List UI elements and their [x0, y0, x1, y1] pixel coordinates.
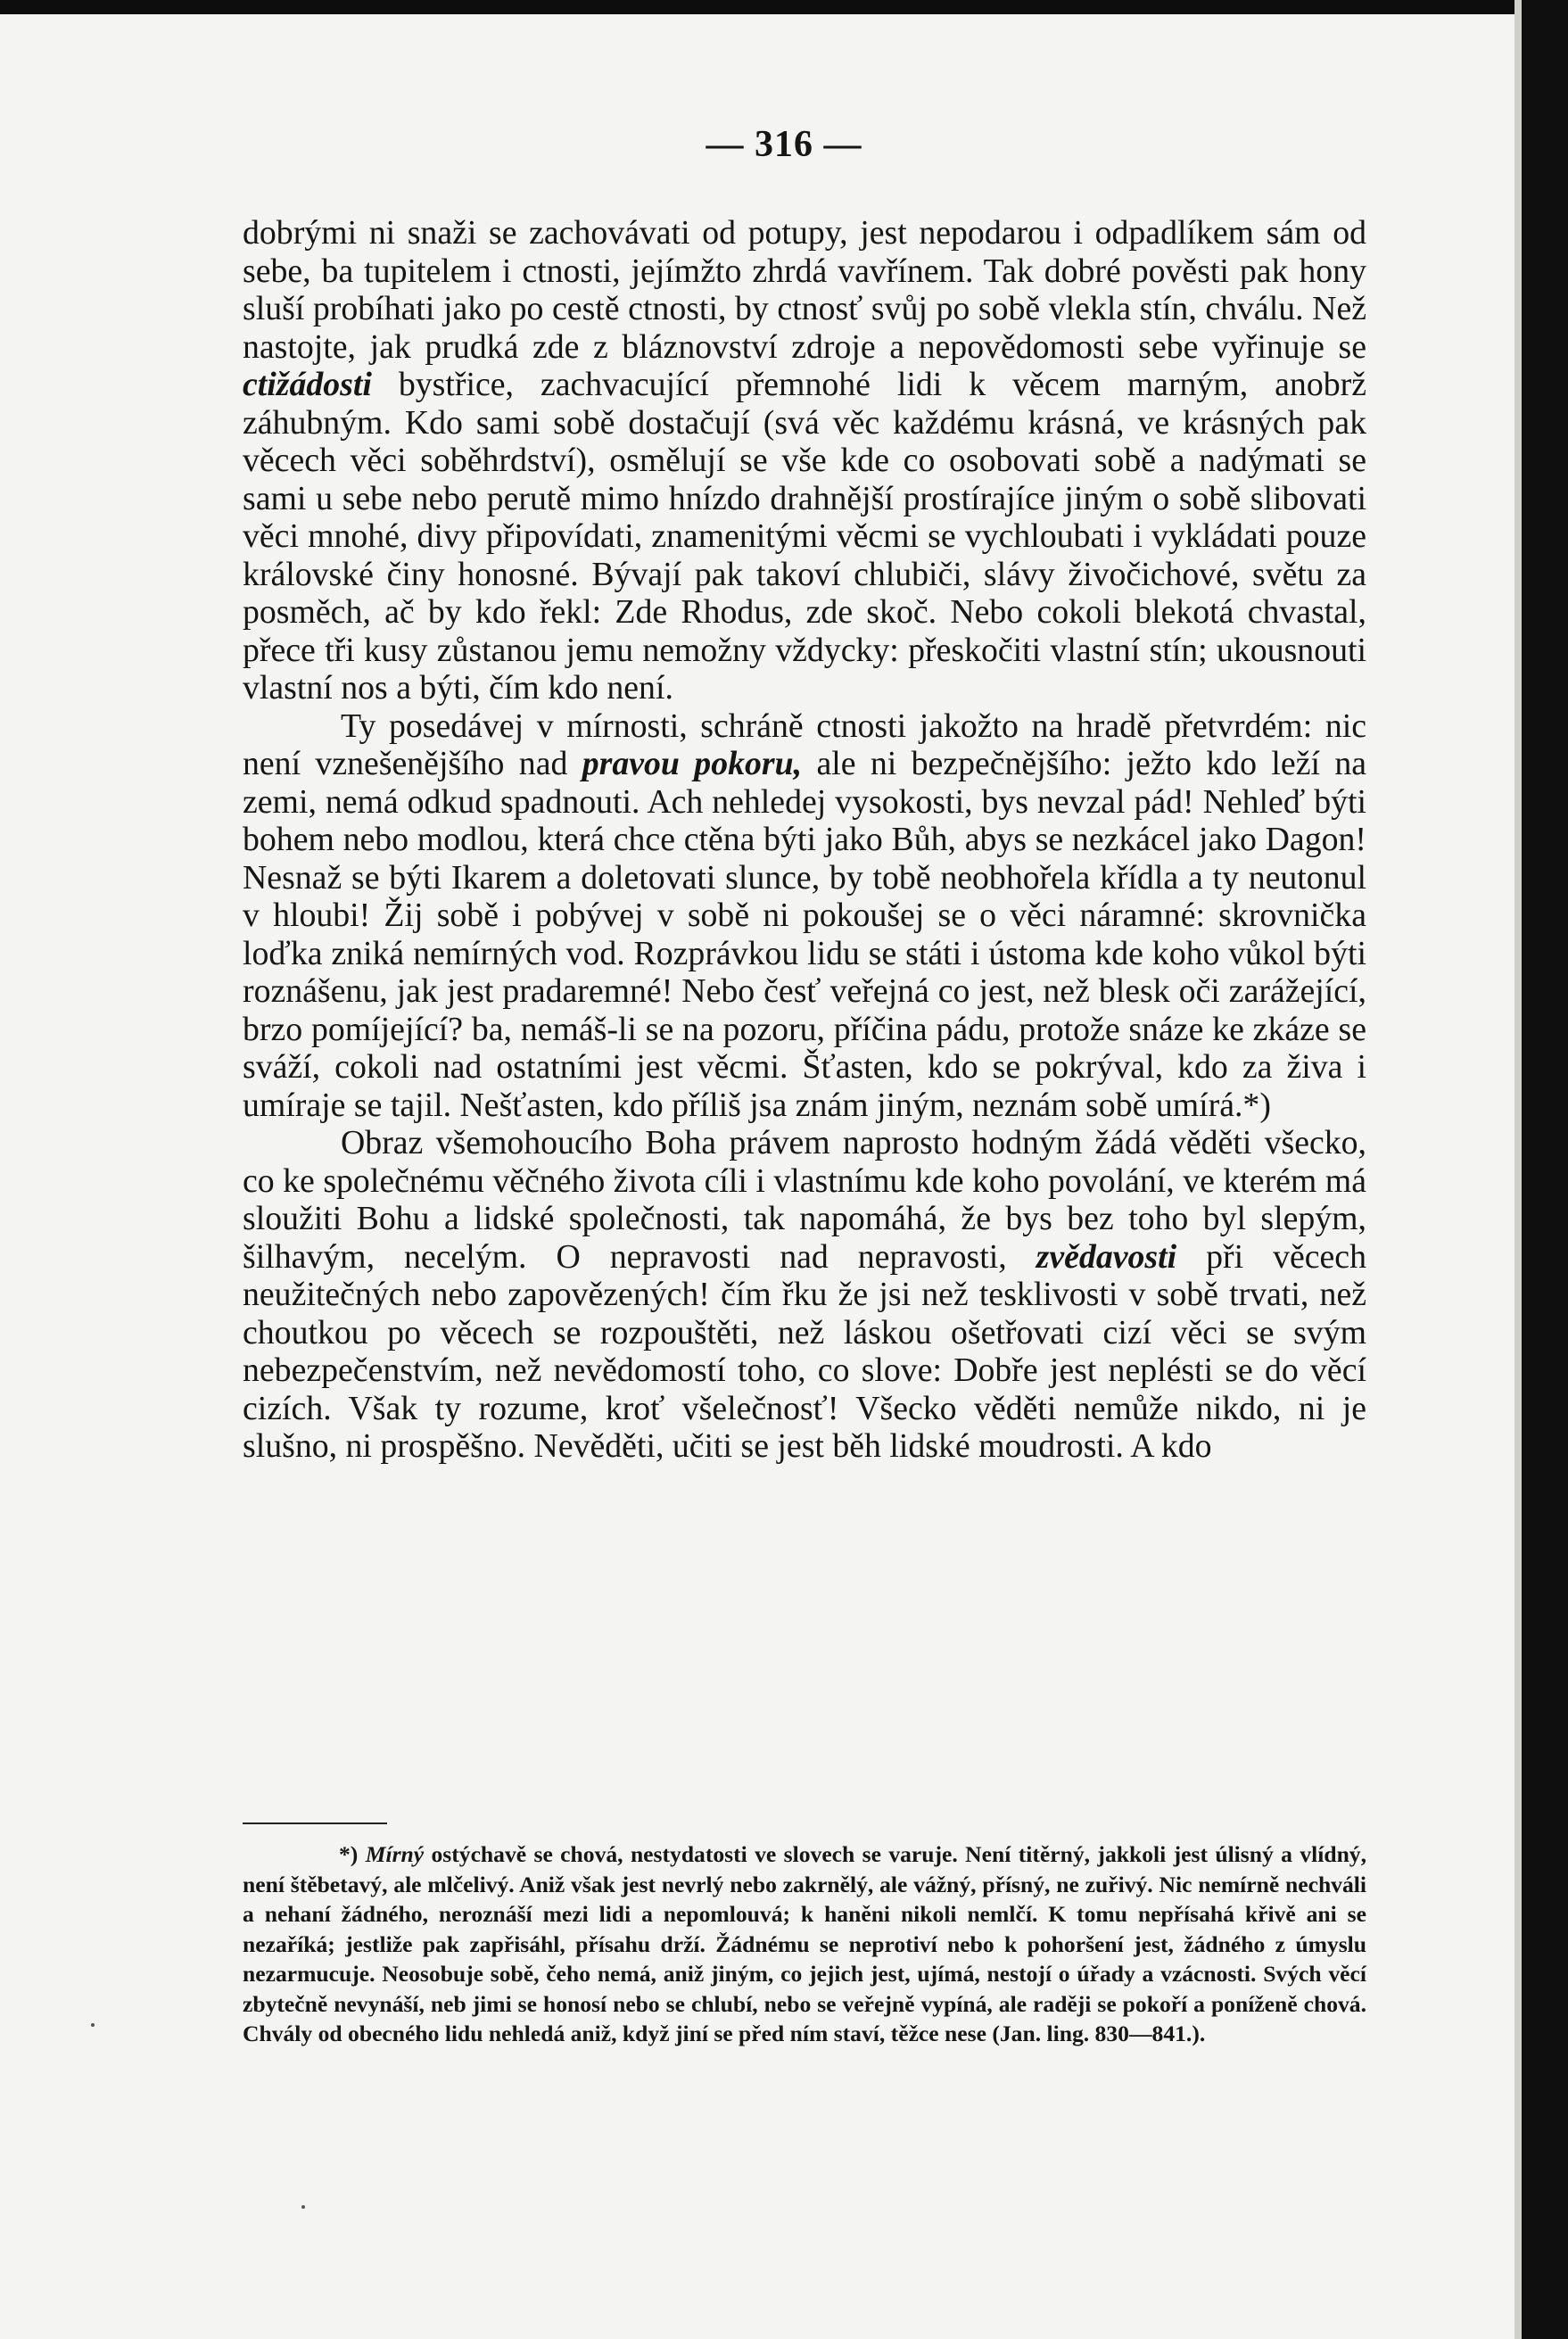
footnote-emphasis: Mírný: [365, 1841, 425, 1867]
paragraph-3-text-b: při věcech neužitečných nebo zapovězených! čím řku že jsi než tesklivosti v sobě trvati, než choutkou po věcech se rozpouštěti, než láskou ošetřovati cizí věci se svým nebezpečenstvím, než nevědomostí toho, co slove: Dobře jest neplésti se do věcí cizích. Však ty rozume, kroť všelečnosť! Všecko věděti nemůže nikdo, ni je slušno, ni prospěšno. Nevěděti, učiti se jest běh lidské moudrosti. A kdo: [243, 1237, 1366, 1465]
paragraph-2: [243, 707, 1366, 1125]
paragraph-1-emphasis: ctižádosti: [243, 366, 372, 403]
paragraph-3-text-a: Obraz všemohoucího Boha právem naprosto hodným žádá věděti všecko, co ke společnému věčného života cíli i vlastnímu kde koho povolání, ve kterém má sloužiti Bohu a lidské společnosti, tak napomáhá, že bys bez toho byl slepým, šilhavým, necelým. O nepravosti nad nepravosti,: [243, 1124, 1366, 1276]
paragraph-2-text-b: ale ni bezpečnějšího: ježto kdo leží na zemi, nemá odkud spadnouti. Ach nehledej vysokosti, bys nevzal pád! Nehleď býti bohem nebo modlou, která chce ctěna býti jako Bůh, abys se nezkácel jako Dagon! Nesnaž se býti Ikarem a doletovati slunce, by tobě neobhořela křídla a ty neutonul v hloubi! Žij sobě i pobývej v sobě ni pokoušej se o věci náramné: skrovnička loďka zniká nemírných vod. Rozprávkou lidu se státi i ústoma kde koho vůkol býti roznášenu, jak jest pradaremné! Nebo česť veřejná co jest, než blesk oči zarážející, brzo pomíjející? ba, nemáš-li se na pozoru, příčina pádu, protože snáze ke zkáze se sváží, cokoli nad ostatními jest věcmi. Šťasten, kdo se pokrýval, kdo za živa i umíraje se tajil. Nešťasten, kdo příliš jsa znám jiným, neznám sobě umírá.*): [243, 745, 1367, 1124]
scan-speck: [91, 2023, 95, 2027]
footnote-marker: *): [339, 1841, 366, 1867]
footnote-rule: [243, 1822, 387, 1824]
scan-gutter: [1514, 0, 1522, 2339]
footnote: [243, 1839, 1366, 2049]
footnote-text: ostýchavě se chová, nestydatosti ve slovech se varuje. Není titěrný, jakkoli jest úlisný a vlídný, není štěbetavý, ale mlčelivý. Aniž však jest nevrlý nebo zakrnělý, ale vážný, přísný, ne zuřivý. Nic nemírně nechváli a nehaní žádného, neroznáší mezi lidi a nepomlouvá; k haněni nikoli nemlčí. K tomu nepřísahá křivě ani se nezaříká; jestliže pak zapřisáhl, přísahu drží. Žádnému se neprotiví nebo k pohoršení jest, žádného z úmyslu nezarmucuje. Neosobuje sobě, čeho nemá, aniž jiným, co jejich jest, ujímá, nestojí o úřady a vzácnosti. Svých věcí zbytečně nevynáší, neb jimi se honosí nebo se chlubí, nebo se veřejně vypíná, ale raději se pokoří a poníženě chová. Chvály od obecného lidu nehledá aniž, když jiní se před ním staví, těžce nese (Jan. ling. 830—841.).: [243, 1841, 1367, 2046]
main-text: [243, 214, 1366, 1466]
paragraph-2-text-a: Ty posedávej v mírnosti, schráně ctnosti jakožto na hradě přetvrdém: nic není vznešenějšího nad: [243, 707, 1366, 782]
page-number: — 316 —: [706, 124, 862, 165]
paragraph-3-emphasis: zvědavosti: [1036, 1237, 1177, 1276]
paragraph-1-text-a: dobrými ni snaži se zachovávati od potupy, jest nepodarou i odpadlíkem sám od sebe, ba tupitelem i ctnosti, jejímžto zhrdá vavřínem. Tak dobré pověsti pak hony sluší probíhati jako po cestě ctnosti, by ctnosť svůj po sobě vlekla stín, chválu. Než nastojte, jak prudká zde z bláznovství zdroje a nepovědomosti sebe vyřinuje se: [243, 214, 1366, 366]
scan-speck: [301, 2205, 305, 2209]
scan-border-top: [0, 0, 1568, 14]
paragraph-1-text-b: bystřice, zachvacující přemnohé lidi k věcem marným, anobrž záhubným. Kdo sami sobě dostačují (svá věc každému krásná, ve krásných pak věcech věci soběhrdství), osmělují se vše kde co osobovati sobě a nadýmati se sami u sebe nebo perutě mimo hnízdo drahnější prostírajíce jiným o sobě slibovati věci mnohé, divy připovídati, znamenitými věcmi se vychloubati i vykládati pouze královské činy honosné. Bývají pak takoví chlubiči, slávy živočichové, světu za posměch, ač by kdo řekl: Zde Rhodus, zde skoč. Nebo cokoli blekotá chvastal, přece tři kusy zůstanou jemu nemožny vždycky: přeskočiti vlastní stín; ukousnouti vlastní nos a býti, čím kdo není.: [243, 366, 1366, 707]
scan-border-right: [1522, 0, 1568, 2339]
paragraph-1: [243, 214, 1366, 707]
paragraph-3: [243, 1124, 1366, 1466]
paragraph-2-emphasis: pravou pokoru,: [582, 745, 803, 782]
